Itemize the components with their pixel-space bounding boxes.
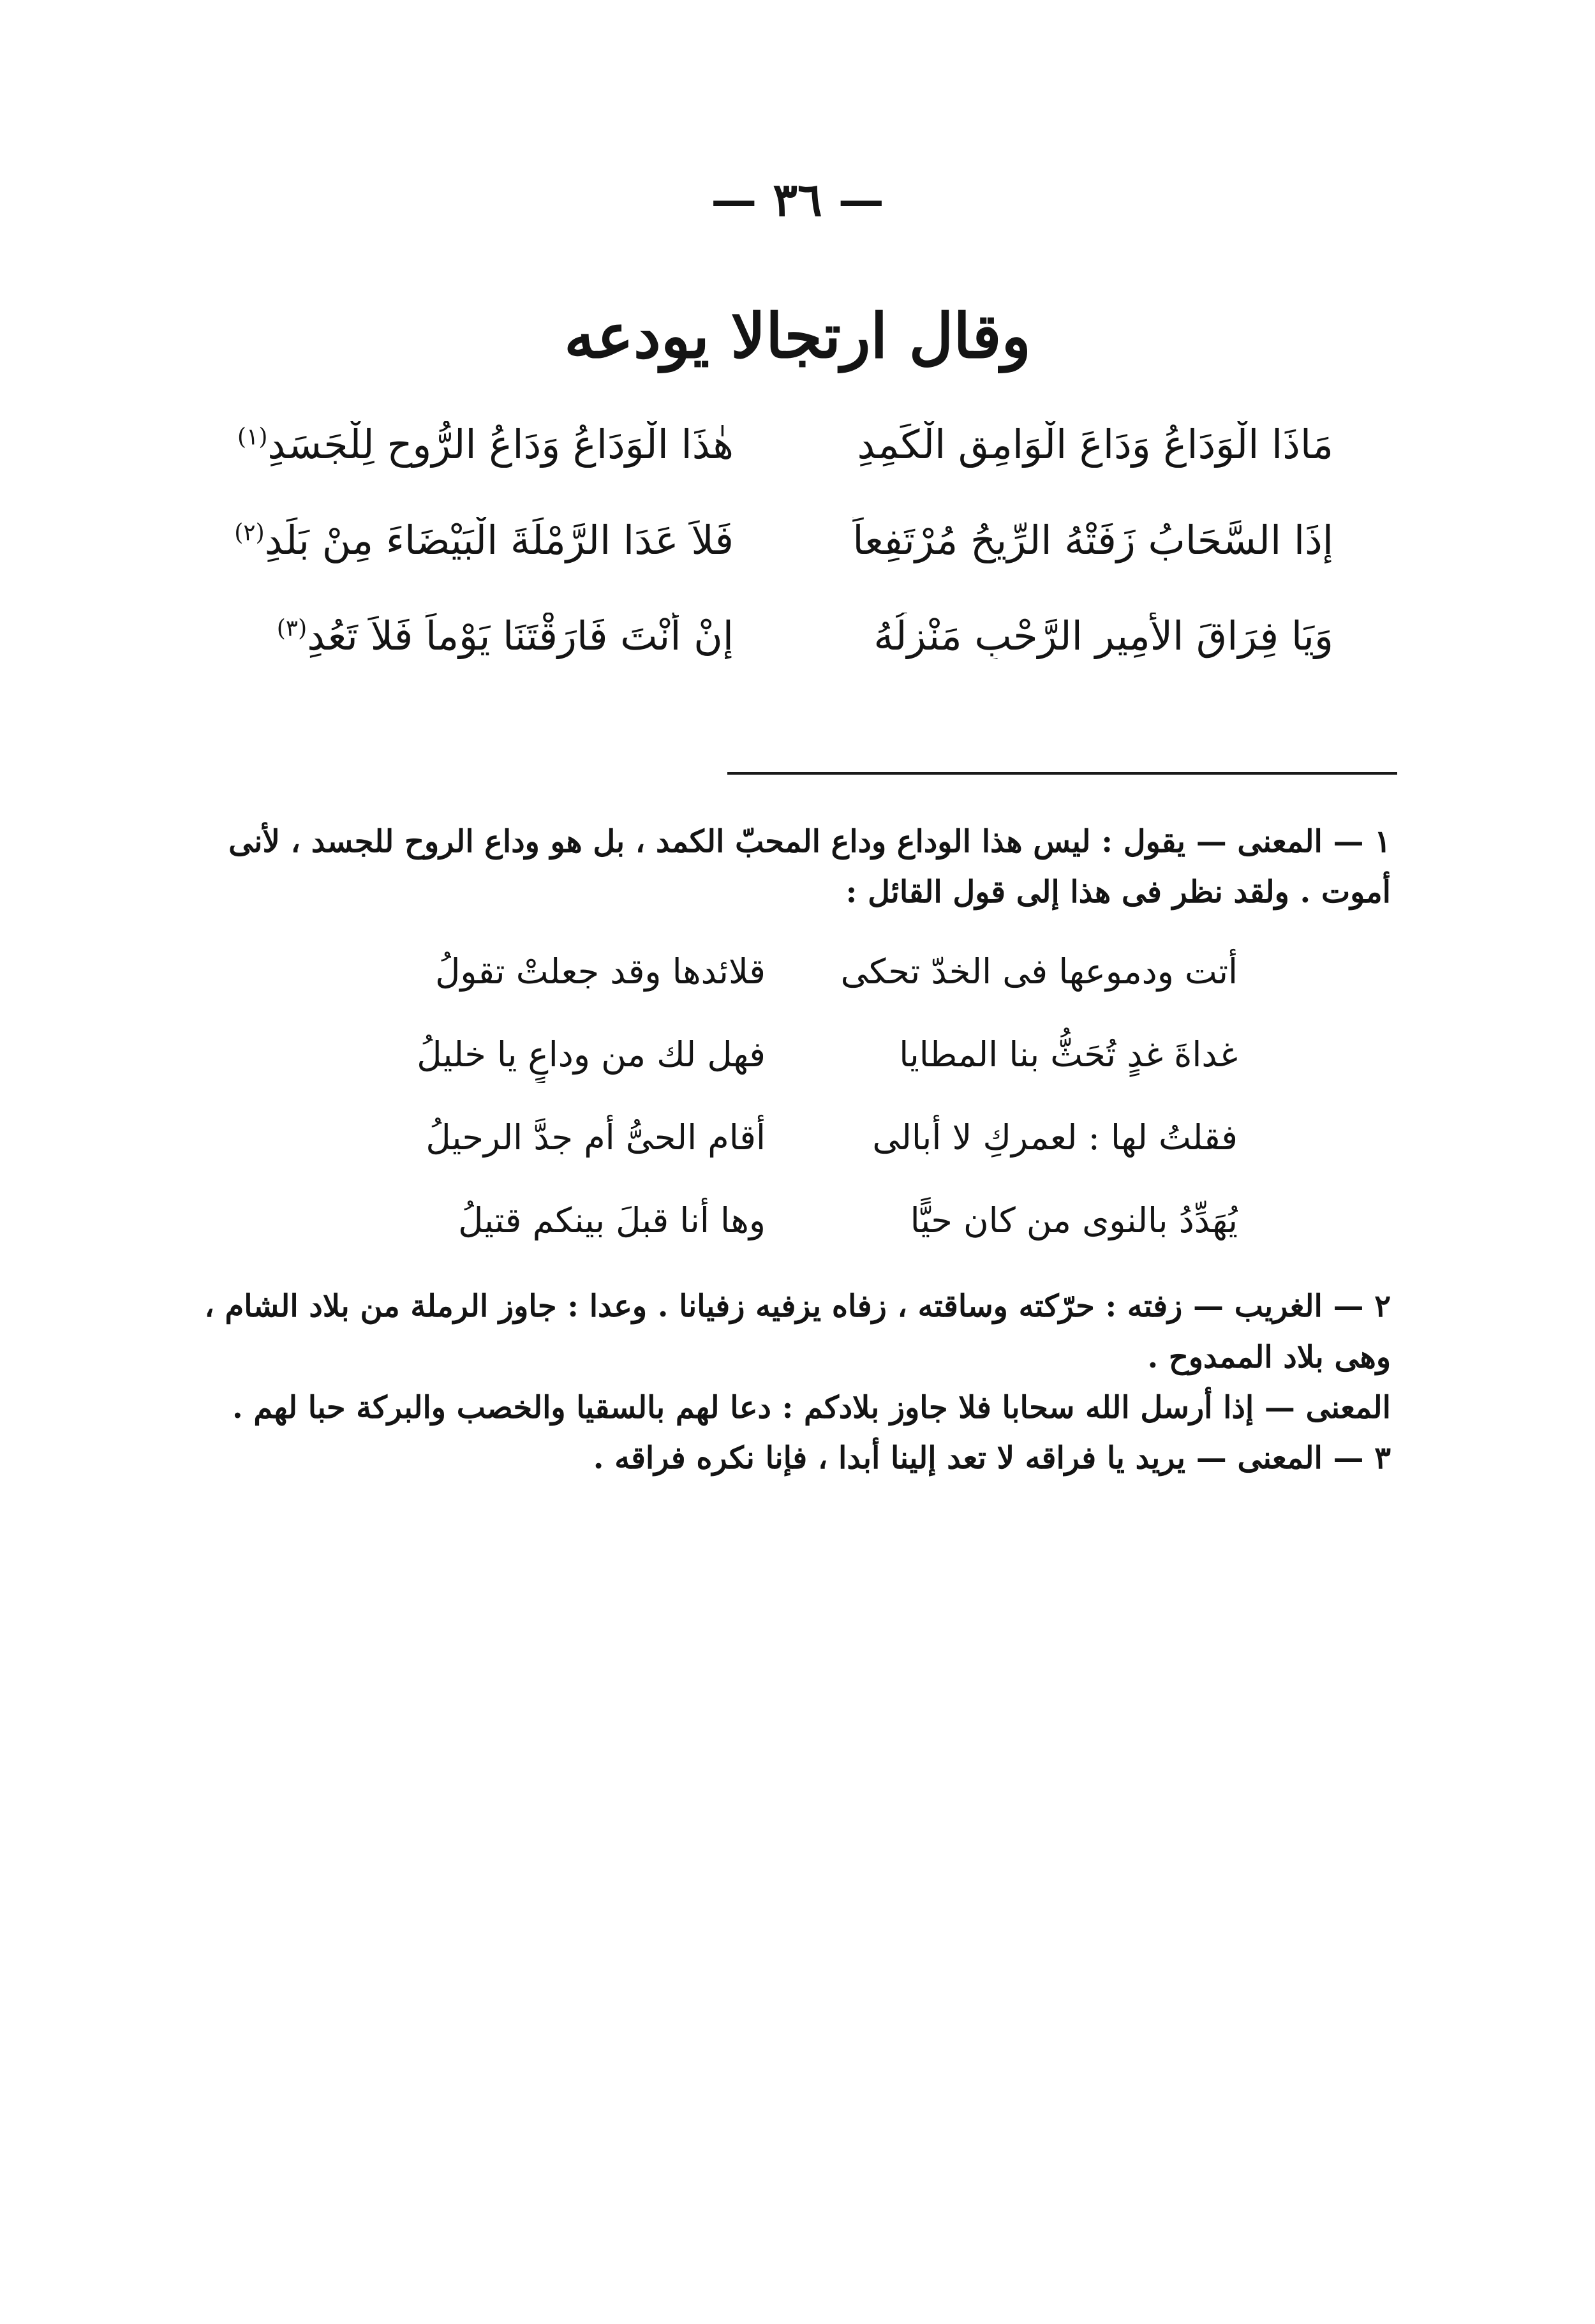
- verse-2-second-text: فَلاَ عَدَا الرَّمْلَةَ الْبَيْضَاءَ مِنْ بَلَدِ: [264, 517, 734, 563]
- footnote-divider: [727, 772, 1397, 775]
- verse-3-first-hemistich: وَيَا فِرَاقَ الأَمِيرِ الرَّحْبِ مَنْزِلُهُ: [873, 613, 1333, 659]
- footnotes: [204, 817, 1391, 1484]
- verse-1: [211, 421, 1333, 517]
- footnote-2-meaning: المعنى — إذا أرسل الله سحابا فلا جاوز بلادكم : دعا لهم بالسقيا والخصب والبركة حبا لهم .: [232, 1389, 1391, 1426]
- quote-line-2-second: فهل لك من وداعٍ يا خليلُ: [417, 1034, 766, 1075]
- quoted-poem: [357, 943, 1238, 1275]
- verse-2-first-hemistich: إِذَا السَّحَابُ زَفَتْهُ الرِّيحُ مُرْتَفِعاً: [852, 517, 1333, 563]
- verse-3-second-hemistich: [211, 613, 734, 659]
- footnote-marker-1: (١): [237, 424, 268, 451]
- verse-2-second-hemistich: [211, 517, 734, 563]
- quote-line-4-first: يُهَدِّدُ بالنوى من كان حيًّا: [910, 1200, 1238, 1241]
- quote-line-1-second: قلائدها وقد جعلتْ تقولُ: [435, 951, 766, 992]
- quote-line-4-second: وها أنا قبلَ بينكم قتيلُ: [458, 1200, 766, 1241]
- footnote-marker-3: (٣): [276, 615, 308, 642]
- page-number: — ٣٦ —: [711, 172, 884, 227]
- poem-title: وقال ارتجالا يودعه: [564, 300, 1031, 372]
- quote-line-1-first: أتت ودموعها فى الخدّ تحكى: [840, 951, 1238, 992]
- verse-3-second-text: إِنْ أَنْتَ فَارَقْتَنَا يَوْماً فَلاَ تَعُدِ: [307, 613, 734, 659]
- verse-2: [211, 517, 1333, 613]
- quote-line-1: [357, 943, 1238, 1026]
- footnote-1: ١ — المعنى — يقول : ليس هذا الوداع وداع المحبّ الكمد ، بل هو وداع الروح للجسد ، لأنى أموت . ولقد نظر فى هذا إلى قول القائل :: [228, 824, 1391, 911]
- verse-1-second-hemistich: [211, 421, 734, 468]
- footnote-2: ٢ — الغريب — زفته : حرّكته وساقته ، زفاه يزفيه زفيانا . وعدا : جاوز الرملة من بلاد الشام ، وهى بلاد الممدوح .: [204, 1288, 1391, 1375]
- quote-line-2: [357, 1026, 1238, 1109]
- verse-1-first-hemistich: مَاذَا الْوَدَاعُ وَدَاعَ الْوَامِقِ الْكَمِدِ: [857, 421, 1333, 468]
- footnote-marker-2: (٢): [234, 519, 265, 546]
- quote-line-3-second: أقام الحىُّ أم جدَّ الرحيلُ: [426, 1117, 766, 1158]
- quote-line-3-first: فقلتُ لها : لعمركِ لا أبالى: [872, 1117, 1238, 1158]
- quote-line-4: [357, 1192, 1238, 1275]
- verse-1-second-text: هٰذَا الْوَدَاعُ وَدَاعُ الرُّوحِ لِلْجَسَدِ: [267, 421, 734, 468]
- poem: [211, 421, 1333, 708]
- footnote-3: ٣ — المعنى — يريد يا فراقه لا تعد إلينا أبدا ، فإنا نكره فراقه .: [593, 1440, 1391, 1476]
- verse-3: [211, 613, 1333, 708]
- quote-line-2-first: غداةَ غدٍ تُحَثُّ بنا المطايا: [899, 1034, 1238, 1075]
- quote-line-3: [357, 1109, 1238, 1192]
